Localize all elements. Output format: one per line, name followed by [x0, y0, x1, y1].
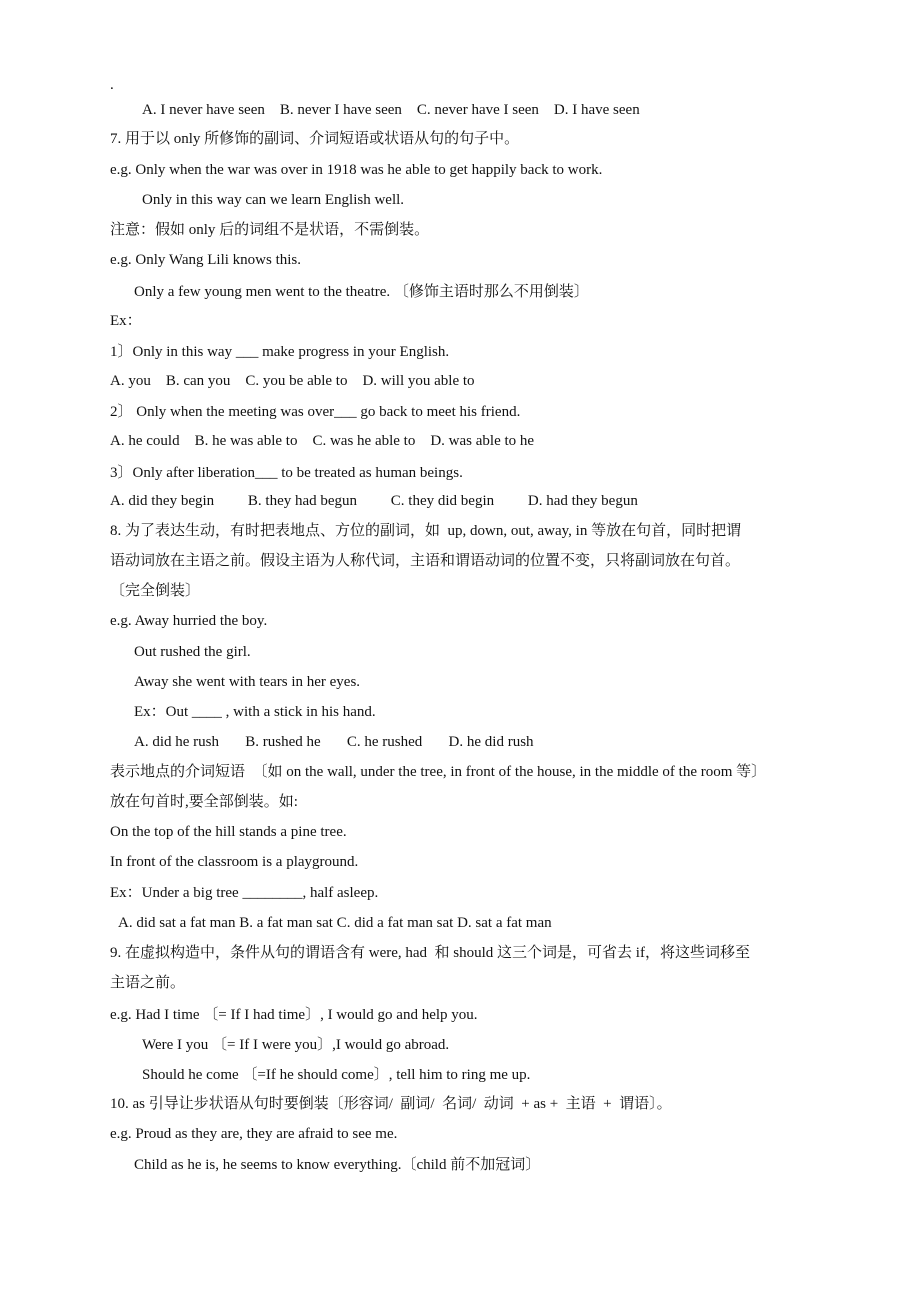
example-line: e.g. Away hurried the boy. [110, 613, 268, 629]
note-line: 注意：假如 only 后的词组不是状语，不需倒装。 [110, 222, 430, 238]
text-line: 放在句首时,要全部倒装。如: [110, 794, 298, 810]
text-line: . [110, 77, 114, 93]
example-line: e.g. Had I time 〔= If I had time〕, I would go and help you. [110, 1007, 478, 1023]
exercise-label: Ex： [110, 313, 142, 329]
example-line: Were I you 〔= If I were you〕,I would go abroad. [142, 1037, 450, 1053]
example-line: Only in this way can we learn English well. [142, 192, 405, 208]
example-line: Child as he is, he seems to know everything.〔child 前不加冠词〕 [134, 1157, 541, 1173]
text-line: 语动词放在主语之前。假设主语为人称代词，主语和谓语动词的位置不变，只将副词放在句首。 [110, 553, 741, 569]
question-line: Ex：Out ____ , with a stick in his hand. [134, 704, 376, 720]
text-line: 〔完全倒装〕 [110, 583, 201, 599]
section-heading: 9. 在虚拟构造中，条件从句的谓语含有 were, had 和 should 这三个词是，可省去 if，将这些词移至 [110, 945, 750, 961]
option-line: A. did they begin B. they had begun C. they did begin D. had they begun [110, 493, 638, 509]
example-line: e.g. Proud as they are, they are afraid to see me. [110, 1126, 398, 1142]
example-line: Away she went with tears in her eyes. [134, 674, 361, 690]
question-line: 2〕 Only when the meeting was over___ go back to meet his friend. [110, 404, 521, 420]
section-heading: 10. as 引导让步状语从句时要倒装〔形容词/ 副词/ 名词/ 动词 + as + 主语 + 谓语〕。 [110, 1096, 672, 1112]
option-line: A. did sat a fat man B. a fat man sat C. did a fat man sat D. sat a fat man [118, 915, 552, 931]
section-heading: 8. 为了表达生动，有时把表地点、方位的副词，如 up, down, out, away, in 等放在句首，同时把谓 [110, 523, 742, 539]
option-line: A. he could B. he was able to C. was he able to D. was able to he [110, 433, 535, 449]
question-line: 3〕Only after liberation___ to be treated as human beings. [110, 465, 463, 481]
option-line: A. I never have seen B. never I have seen C. never have I seen D. I have seen [142, 102, 640, 118]
example-line: e.g. Only when the war was over in 1918 was he able to get happily back to work. [110, 162, 603, 178]
text-line: 主语之前。 [110, 975, 186, 991]
text-line: 表示地点的介词短语 〔如 on the wall, under the tree, in front of the house, in the middle of the room 等〕 [110, 764, 767, 780]
option-line: A. did he rush B. rushed he C. he rushed D. he did rush [134, 734, 534, 750]
option-line: A. you B. can you C. you be able to D. will you able to [110, 373, 475, 389]
example-line: On the top of the hill stands a pine tree. [110, 824, 347, 840]
example-line: e.g. Only Wang Lili knows this. [110, 252, 302, 268]
example-line: In front of the classroom is a playground. [110, 854, 359, 870]
example-line: Only a few young men went to the theatre. 〔修饰主语时那么不用倒装〕 [134, 284, 589, 300]
question-line: 1〕Only in this way ___ make progress in your English. [110, 344, 450, 360]
section-heading: 7. 用于以 only 所修饰的副词、介词短语或状语从句的句子中。 [110, 131, 520, 147]
question-line: Ex：Under a big tree ________, half asleep. [110, 885, 379, 901]
example-line: Should he come 〔=If he should come〕, tell him to ring me up. [142, 1067, 531, 1083]
example-line: Out rushed the girl. [134, 644, 251, 660]
